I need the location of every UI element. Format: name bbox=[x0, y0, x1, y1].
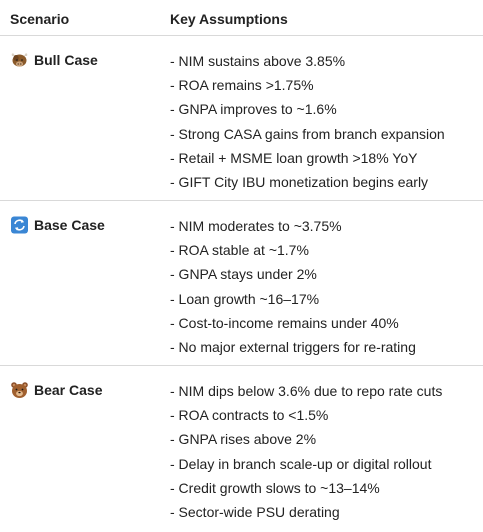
list-item: - Strong CASA gains from branch expansion bbox=[170, 125, 445, 142]
scenario-cell bbox=[10, 381, 103, 399]
list-item: - Sector-wide PSU derating bbox=[170, 503, 340, 520]
assumption-list bbox=[170, 217, 416, 362]
scenario-cell bbox=[10, 51, 98, 69]
bear-icon bbox=[10, 381, 29, 399]
assumption-list bbox=[170, 382, 442, 527]
list-item: - Loan growth ~16–17% bbox=[170, 290, 320, 307]
assumption-list bbox=[170, 52, 445, 197]
list-item: - Credit growth slows to ~13–14% bbox=[170, 479, 380, 496]
header-key-assumptions: Key Assumptions bbox=[170, 11, 288, 27]
header-scenario: Scenario bbox=[10, 11, 70, 27]
scenario-label: Base Case bbox=[34, 217, 105, 233]
list-item: - GNPA rises above 2% bbox=[170, 431, 317, 448]
list-item: - NIM dips below 3.6% due to repo rate cuts bbox=[170, 383, 443, 399]
cycle-arrows-icon bbox=[10, 216, 29, 234]
table-row-bull-case bbox=[0, 36, 483, 201]
list-item: - ROA remains >1.75% bbox=[170, 77, 314, 94]
list-item: - GNPA improves to ~1.6% bbox=[170, 101, 337, 118]
list-item: - NIM sustains above 3.85% bbox=[170, 53, 346, 69]
list-item: - GNPA stays under 2% bbox=[170, 266, 317, 283]
scenario-cell bbox=[10, 216, 105, 234]
table-row-base-case bbox=[0, 201, 483, 366]
list-item: - ROA stable at ~1.7% bbox=[170, 242, 309, 259]
table-header bbox=[0, 0, 483, 36]
list-item: - GIFT City IBU monetization begins early bbox=[170, 173, 429, 190]
scenario-label: Bull Case bbox=[34, 52, 98, 68]
bull-icon bbox=[10, 51, 29, 69]
list-item: - ROA contracts to <1.5% bbox=[170, 407, 329, 424]
list-item: - Delay in branch scale-up or digital rollout bbox=[170, 455, 432, 472]
list-item: - No major external triggers for re-rating bbox=[170, 338, 416, 355]
table-row-bear-case bbox=[0, 366, 483, 532]
scenario-label: Bear Case bbox=[34, 382, 103, 398]
list-item: - Cost-to-income remains under 40% bbox=[170, 314, 399, 331]
list-item: - NIM moderates to ~3.75% bbox=[170, 218, 342, 234]
list-item: - Retail + MSME loan growth >18% YoY bbox=[170, 149, 418, 166]
